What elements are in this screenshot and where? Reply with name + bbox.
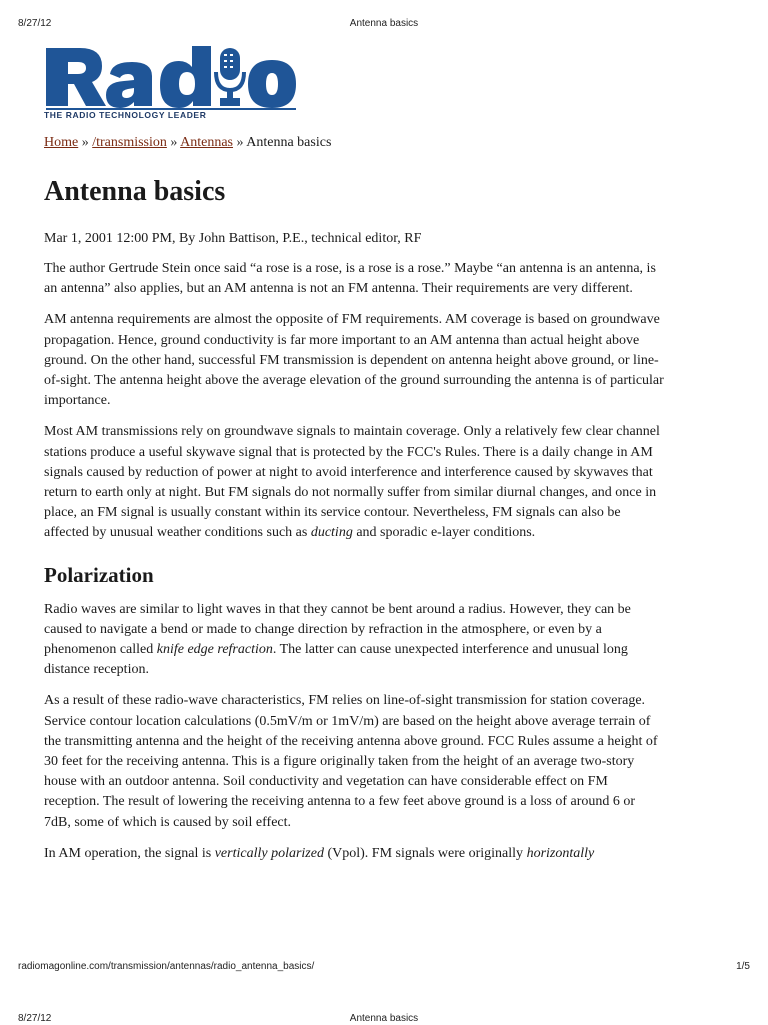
print-title: Antenna basics bbox=[349, 1013, 419, 1024]
article-paragraph: AM antenna requirements are almost the opposite of FM requirements. AM coverage is based on groundwave propagation. Hence, ground conductivity is far more important to an AM antenna than actual height above ground. On the other hand, successful FM transmission is dependent on antenna height above ground, or line-of-sight. The antenna height above the average elevation of the ground surrounding the antenna is of particular importance. bbox=[44, 312, 664, 409]
paragraph-text: In AM operation, the signal is bbox=[44, 845, 215, 861]
paragraph-text: Radio waves are similar to light waves in that they cannot be bent around a radius. However, they can be caused to navigate a bend or made to change direction by refraction in the atmosphere, or even by a phenomenon called bbox=[44, 601, 631, 658]
logo-tagline: THE RADIO TECHNOLOGY LEADER bbox=[44, 110, 207, 120]
print-date: 8/27/12 bbox=[18, 18, 52, 29]
print-url: radiomagonline.com/transmission/antennas/radio_antenna_basics/ bbox=[18, 961, 315, 972]
breadcrumb bbox=[44, 134, 664, 152]
section-heading: Polarization bbox=[44, 562, 154, 587]
radio-logo-graphic bbox=[44, 42, 300, 120]
breadcrumb-separator: » bbox=[236, 135, 244, 150]
paragraph-text: and sporadic e-layer conditions. bbox=[352, 525, 536, 541]
emphasis-text: ducting bbox=[310, 525, 353, 541]
paragraph-text: . The latter can cause unexpected interference and unusual long distance reception. bbox=[44, 642, 628, 678]
print-header bbox=[0, 18, 768, 32]
article-paragraph: The author Gertrude Stein once said “a rose is a rose, is a rose is a rose.” Maybe “an antenna is an antenna, is an antenna” also applies, but an AM antenna is not an FM antenna. Their requirements are very different. bbox=[44, 261, 656, 297]
breadcrumb-home[interactable]: Home bbox=[44, 135, 79, 150]
paragraph-text: (Vpol). FM signals were originally bbox=[323, 845, 527, 861]
emphasis-text: horizontally bbox=[526, 845, 595, 861]
print-footer bbox=[0, 961, 768, 975]
emphasis-text: knife edge refraction bbox=[156, 642, 273, 658]
article-paragraph bbox=[44, 600, 664, 681]
print-date: 8/27/12 bbox=[18, 1013, 52, 1024]
paragraph-text: Most AM transmissions rely on groundwave signals to maintain coverage. Only a relatively few clear channel stations produce a useful skywave signal that is protected by the FCC's Rules. There is a daily change in AM signals caused by reduction of power at night to avoid interference and interference caused by skywaves that return to earth only at night. But FM signals do not normally suffer from similar diurnal changes, and once in place, an FM signal is usually constant within its service contour. Nevertheless, FM signals can also be affected by unusual weather conditions such as bbox=[44, 424, 660, 541]
breadcrumb-separator: » bbox=[81, 135, 89, 150]
article-paragraph: As a result of these radio-wave characteristics, FM relies on line-of-sight transmission for station coverage. Service contour location calculations (0.5mV/m or 1mV/m) are based on the height above average terrain of the transmitting antenna and the height of the receiving antenna above ground. FCC Rules assume a height of 30 feet for the receiving antenna. This is a figure originally taken from the height of an average two-story house with an outdoor antenna. Soil conductivity and vegetation can have considerable effect on FM reception. The result of lowering the receiving antenna to a few feet above ground is a loss of around 6 or 7dB, some of which is caused by soil effect. bbox=[44, 693, 658, 830]
print-title: Antenna basics bbox=[349, 18, 419, 29]
radio-logo[interactable] bbox=[44, 42, 300, 120]
article-paragraph bbox=[44, 844, 664, 864]
article-byline: Mar 1, 2001 12:00 PM, By John Battison, P.E., technical editor, RF bbox=[44, 231, 422, 246]
breadcrumb-transmission[interactable]: /transmission bbox=[92, 135, 167, 150]
print-page-number: 1/5 bbox=[736, 961, 750, 972]
breadcrumb-current: Antenna basics bbox=[246, 135, 332, 150]
article-title: Antenna basics bbox=[44, 176, 226, 207]
article-paragraph bbox=[44, 422, 664, 543]
breadcrumb-separator: » bbox=[170, 135, 178, 150]
emphasis-text: vertically polarized bbox=[214, 845, 324, 861]
breadcrumb-antennas[interactable]: Antennas bbox=[180, 135, 234, 150]
article bbox=[44, 134, 664, 864]
print-header-next-page bbox=[0, 1013, 768, 1025]
